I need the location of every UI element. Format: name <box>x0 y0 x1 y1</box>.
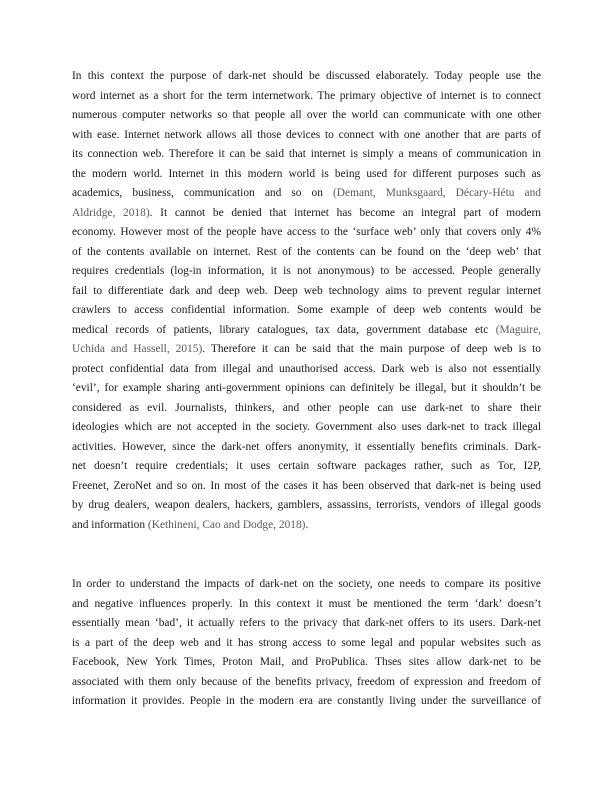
text-line <box>72 126 541 146</box>
text-segment: In order to understand the impacts of dark-net on the society, one needs to compare its positive <box>72 578 541 590</box>
text-line <box>72 262 541 282</box>
text-segment: . Therefore it can be said that the main purpose of deep web is to <box>202 343 541 355</box>
text-segment: by drug dealers, weapon dealers, hackers, gamblers, assassins, terrorists, vendors of illegal goods <box>72 499 541 511</box>
text-segment: crawlers to access confidential information. Some example of deep web contents would be <box>72 304 541 316</box>
text-segment: net doesn’t require credentials; it uses certain software packages rather, such as Tor, I2P, <box>72 460 541 472</box>
citation: (Maguire, <box>495 323 541 336</box>
text-segment: the modern world. Internet in this modern world is being used for different purposes such as <box>72 167 541 180</box>
citation: (Kethineni, Cao and Dodge, 2018) <box>147 518 306 531</box>
text-line <box>72 184 541 204</box>
text-segment: essentially mean ‘bad’, it actually refers to the privacy that dark-net offers to its users. Dark-net <box>72 617 541 629</box>
text-segment: Freenet, ZeroNet and so on. In most of the cases it has been observed that dark-net is being used <box>72 479 541 492</box>
text-segment: Facebook, New York Times, Proton Mail, and ProPublica. Thses sites allow dark-net to be <box>72 656 541 668</box>
text-line <box>72 653 541 673</box>
body-paragraph-dark-net-purpose <box>72 67 541 535</box>
text-segment: . It cannot be denied that internet has become an integral part of modern <box>149 206 541 219</box>
citation: (Demant, Munksgaard, Décary-Hétu and <box>333 187 541 199</box>
text-line <box>72 340 541 360</box>
text-line <box>72 634 541 654</box>
text-segment: and information <box>72 518 148 531</box>
text-segment: numerous computer networks so that people all over the world can communicate with one other <box>72 109 541 121</box>
text-segment: requires credentials (log-in information, it is not anonymous) to be accessed. People generally <box>72 265 541 277</box>
text-line <box>72 360 541 380</box>
text-segment: ‘evil’, for example sharing anti-government opinions can definitely be illegal, but it shouldn’t be <box>72 382 541 394</box>
text-segment: associated with them only because of the benefits privacy, freedom of expression and freedom of <box>72 675 541 688</box>
text-line <box>72 145 541 165</box>
text-line <box>72 301 541 321</box>
text-line <box>72 496 541 516</box>
text-line <box>72 321 541 341</box>
text-segment: activities. However, since the dark-net offers anonymity, it essentially benefits criminals. Dark- <box>72 440 541 453</box>
text-line <box>72 379 541 399</box>
text-line <box>72 477 541 497</box>
text-line <box>72 165 541 185</box>
text-line <box>72 575 541 595</box>
text-line <box>72 87 541 107</box>
text-segment: of the contents available on internet. Rest of the contents can be found on the ‘deep web’ that <box>72 245 541 258</box>
text-line <box>72 516 541 536</box>
text-line <box>72 106 541 126</box>
text-segment: considered as evil. Journalists, thinkers, and other people can use dark-net to share their <box>72 401 541 414</box>
citation: Aldridge, 2018) <box>72 206 150 219</box>
text-line <box>72 223 541 243</box>
text-line <box>72 614 541 634</box>
text-segment: protect confidential data from illegal and unauthorised access. Dark web is also not essentially <box>72 362 541 375</box>
text-segment: In this context the purpose of dark-net should be discussed elaborately. Today people use the <box>72 70 541 82</box>
text-line <box>72 595 541 615</box>
text-line <box>72 67 541 87</box>
text-segment: is a part of the deep web and it has strong access to some legal and popular websites such as <box>72 636 541 649</box>
text-line <box>72 438 541 458</box>
text-line <box>72 673 541 693</box>
text-line <box>72 243 541 263</box>
text-segment: academics, business, communication and so on <box>72 187 334 199</box>
text-segment: economy. However most of the people have access to the ‘surface web’ only that covers only 4% <box>72 226 541 238</box>
text-segment: ideologies which are not accepted in the society. Government also uses dark-net to track illegal <box>72 421 541 433</box>
text-line <box>72 204 541 224</box>
text-line <box>72 399 541 419</box>
text-segment: with ease. Internet network allows all those devices to connect with one another that are parts of <box>72 128 541 141</box>
text-segment: fail to differentiate dark and deep web. Deep web technology aims to prevent regular internet <box>72 284 541 297</box>
text-segment: medical records of patients, library catalogues, tax data, government database etc <box>72 323 496 336</box>
text-line <box>72 457 541 477</box>
text-line <box>72 418 541 438</box>
text-segment: word internet as a short for the term internetwork. The primary objective of internet is to connect <box>72 89 541 102</box>
citation: Uchida and Hassell, 2015) <box>72 343 203 355</box>
text-line <box>72 692 541 712</box>
text-line <box>72 282 541 302</box>
text-segment: its connection web. Therefore it can be said that internet is simply a means of communication in <box>72 148 541 160</box>
text-segment: . <box>305 518 309 531</box>
text-segment: and negative influences properly. In this context it must be mentioned the term ‘dark’ doesn’t <box>72 597 541 610</box>
body-paragraph-dark-net-impacts <box>72 575 541 712</box>
text-segment: information it provides. People in the modern era are constantly living under the surveillance of <box>72 695 541 707</box>
